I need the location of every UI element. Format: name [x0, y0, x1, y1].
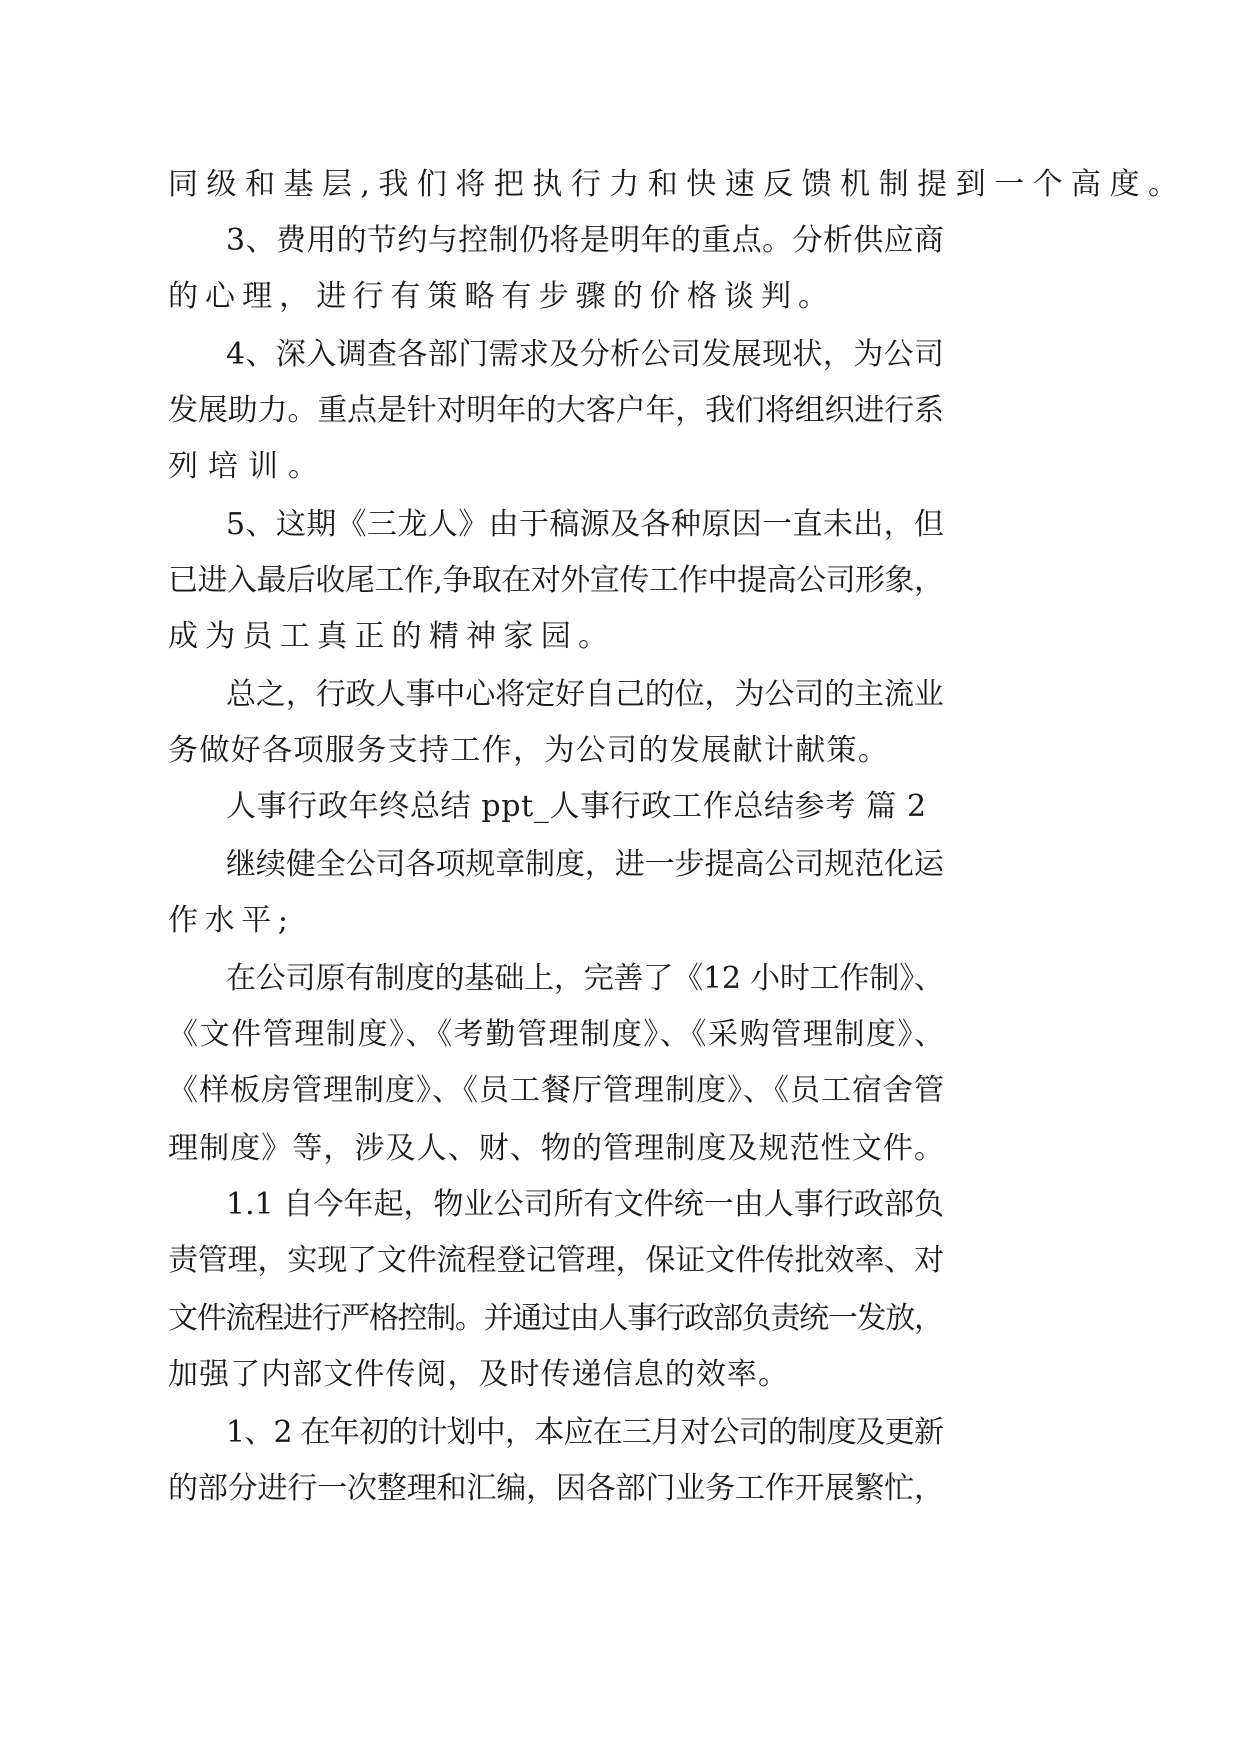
text-line-13: 继续健全公司各项规章制度，进一步提高公司规范化运 — [226, 847, 944, 882]
text-line-17: 《样板房管理制度》、《员工餐厅管理制度》、《员工宿舍管 — [168, 1073, 945, 1108]
text-line-24: 的部分进行一次整理和汇编，因各部门业务工作开展繁忙， — [168, 1471, 944, 1506]
text-line-15: 在公司原有制度的基础上，完善了《12 小时工作制》、 — [226, 961, 944, 996]
text-line-6: 列培训。 — [168, 449, 328, 484]
text-line-21: 文件流程进行严格控制。并通过由人事行政部负责统一发放， — [168, 1301, 943, 1336]
text-line-7: 5、这期《三龙人》由于稿源及各种原因一直未出，但 — [226, 507, 945, 542]
text-line-4: 4、深入调查各部门需求及分析公司发展现状，为公司 — [226, 337, 945, 372]
text-line-12: 人事行政年终总结 ppt_人事行政工作总结参考 篇 2 — [226, 789, 927, 824]
text-line-19: 1.1 自今年起，物业公司所有文件统一由人事行政部负 — [226, 1187, 945, 1222]
text-line-9: 成为员工真正的精神家园。 — [168, 619, 616, 654]
text-line-20: 责管理，实现了文件流程登记管理，保证文件传批效率、对 — [168, 1243, 944, 1278]
text-line-3: 的心理，进行有策略有步骤的价格谈判。 — [168, 279, 836, 314]
text-line-14: 作水平; — [168, 903, 295, 938]
text-line-8: 已进入最后收尾工作,争取在对外宣传工作中提高公司形象， — [168, 563, 944, 598]
text-line-23: 1、2 在年初的计划中，本应在三月对公司的制度及更新 — [226, 1415, 944, 1450]
text-line-1: 同级和基层,我们将把执行力和快速反馈机制提到一个高度。 — [168, 167, 1187, 202]
text-line-22: 加强了内部文件传阅，及时传递信息的效率。 — [168, 1357, 789, 1392]
text-line-2: 3、费用的节约与控制仍将是明年的重点。分析供应商 — [226, 223, 945, 258]
text-line-11: 务做好各项服务支持工作，为公司的发展献计献策。 — [168, 733, 890, 768]
text-line-10: 总之，行政人事中心将定好自己的位，为公司的主流业 — [226, 677, 944, 712]
text-line-5: 发展助力。重点是针对明年的大客户年，我们将组织进行系 — [168, 393, 944, 428]
text-line-16: 《文件管理制度》、《考勤管理制度》、《采购管理制度》、 — [168, 1017, 946, 1052]
text-line-18: 理制度》等，涉及人、财、物的管理制度及规范性文件。 — [168, 1131, 945, 1166]
